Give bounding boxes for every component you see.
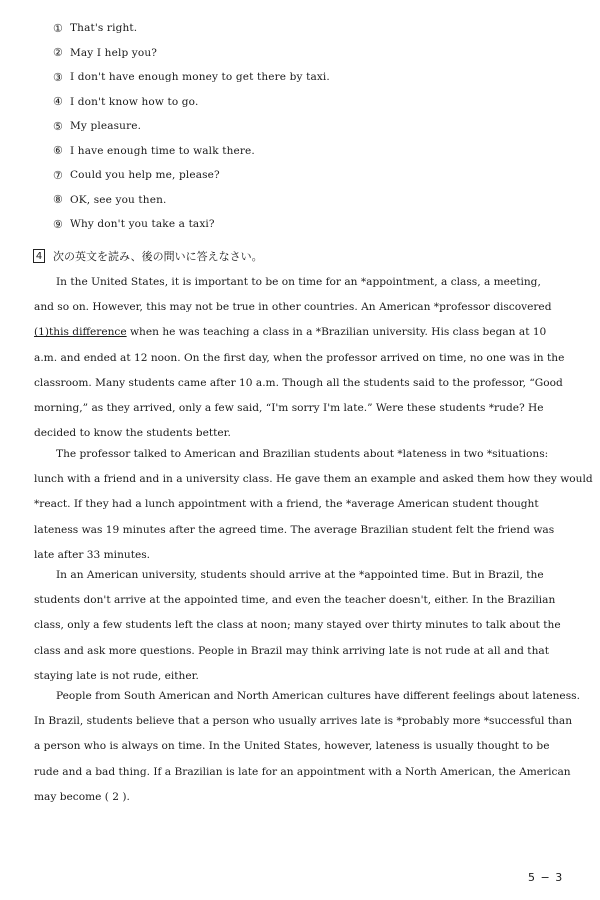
passage-line: a.m. and ended at 12 noon. On the first day, when the professor arrived on time, no one was in the	[34, 351, 565, 364]
option-number: ⑧	[53, 193, 64, 207]
passage-line: class and ask more questions. People in Brazil may think arriving late is not rude at all and that	[34, 644, 549, 657]
option-number: ①	[53, 21, 64, 35]
option-text: Why don't you take a taxi?	[70, 218, 215, 231]
passage-line: In an American university, students should arrive at the *appointed time. But in Brazil, the	[56, 569, 544, 581]
option-2	[53, 41, 573, 66]
passage-line: a person who is always on time. In the United States, however, lateness is usually thought to be	[34, 740, 550, 753]
option-5	[53, 114, 573, 139]
option-3	[53, 65, 573, 90]
underlined-phrase: this difference	[49, 326, 127, 339]
passage-line: decided to know the students better.	[34, 427, 231, 440]
passage-line: (1)this difference when he was teaching a class in a *Brazilian university. His class began at 10	[34, 326, 547, 339]
passage-paragraph-4	[34, 684, 580, 810]
option-1	[53, 16, 573, 41]
option-text: I don't have enough money to get there by taxi.	[70, 71, 330, 84]
option-number: ④	[53, 95, 64, 109]
passage-line: lunch with a friend and in a university class. He gave them an example and asked them how they would	[34, 473, 593, 486]
passage-line: late after 33 minutes.	[34, 548, 151, 561]
passage-line: In Brazil, students believe that a person who usually arrives late is *probably more *successful than	[34, 715, 573, 728]
passage-paragraph-2	[34, 442, 593, 568]
passage-line: People from South American and North American cultures have different feelings about lateness.	[56, 690, 580, 702]
page-number: 5 − 3	[528, 871, 564, 884]
question-marker: (1)	[34, 326, 50, 339]
passage-line: staying late is not rude, either.	[34, 669, 199, 682]
passage-line: and so on. However, this may not be true in other countries. An American *professor discovered	[34, 301, 552, 314]
passage-line: class, only a few students left the class at noon; many stayed over thirty minutes to talk about the	[34, 619, 561, 632]
option-8	[53, 188, 573, 213]
answer-options-list	[53, 16, 573, 237]
passage-line: rude and a bad thing. If a Brazilian is late for an appointment with a North American, the American	[34, 765, 571, 778]
option-text: I don't know how to go.	[70, 95, 199, 108]
passage-line: may become ( 2 ).	[34, 790, 130, 803]
option-number: ③	[53, 70, 64, 84]
passage-line: students don't arrive at the appointed time, and even the teacher doesn't, either. In the Brazilian	[34, 594, 556, 607]
option-text: OK, see you then.	[70, 193, 167, 206]
option-number: ⑨	[53, 217, 64, 231]
passage-line: morning,” as they arrived, only a few said, “I'm sorry I'm late.” Were these students *rude? He	[34, 402, 544, 415]
section-number-box: 4	[33, 249, 45, 263]
option-6	[53, 139, 573, 164]
option-text: May I help you?	[70, 46, 158, 59]
passage-line: The professor talked to American and Brazilian students about *lateness in two *situations:	[56, 448, 549, 460]
option-text: That's right.	[70, 22, 138, 35]
passage-line: classroom. Many students came after 10 a.m. Though all the students said to the professor, “Good	[34, 376, 563, 389]
passage-line: lateness was 19 minutes after the agreed time. The average Brazilian student felt the friend was	[34, 523, 555, 536]
option-number: ⑥	[53, 144, 64, 158]
option-number: ②	[53, 46, 64, 60]
option-text: Could you help me, please?	[70, 169, 220, 182]
passage-line: In the United States, it is important to be on time for an *appointment, a class, a meeting,	[56, 276, 541, 288]
option-text: My pleasure.	[70, 120, 142, 133]
passage-paragraph-1	[34, 270, 565, 446]
option-7	[53, 163, 573, 188]
option-4	[53, 90, 573, 115]
option-number: ⑤	[53, 119, 64, 133]
option-text: I have enough time to walk there.	[70, 144, 255, 157]
option-number: ⑦	[53, 168, 64, 182]
option-9	[53, 212, 573, 237]
section-instruction: 次の英文を読み、後の問いに答えなさい。	[53, 250, 263, 263]
passage-line: *react. If they had a lunch appointment with a friend, the *average American student thought	[34, 498, 539, 511]
passage-paragraph-3	[34, 563, 561, 689]
section-heading	[33, 248, 263, 264]
